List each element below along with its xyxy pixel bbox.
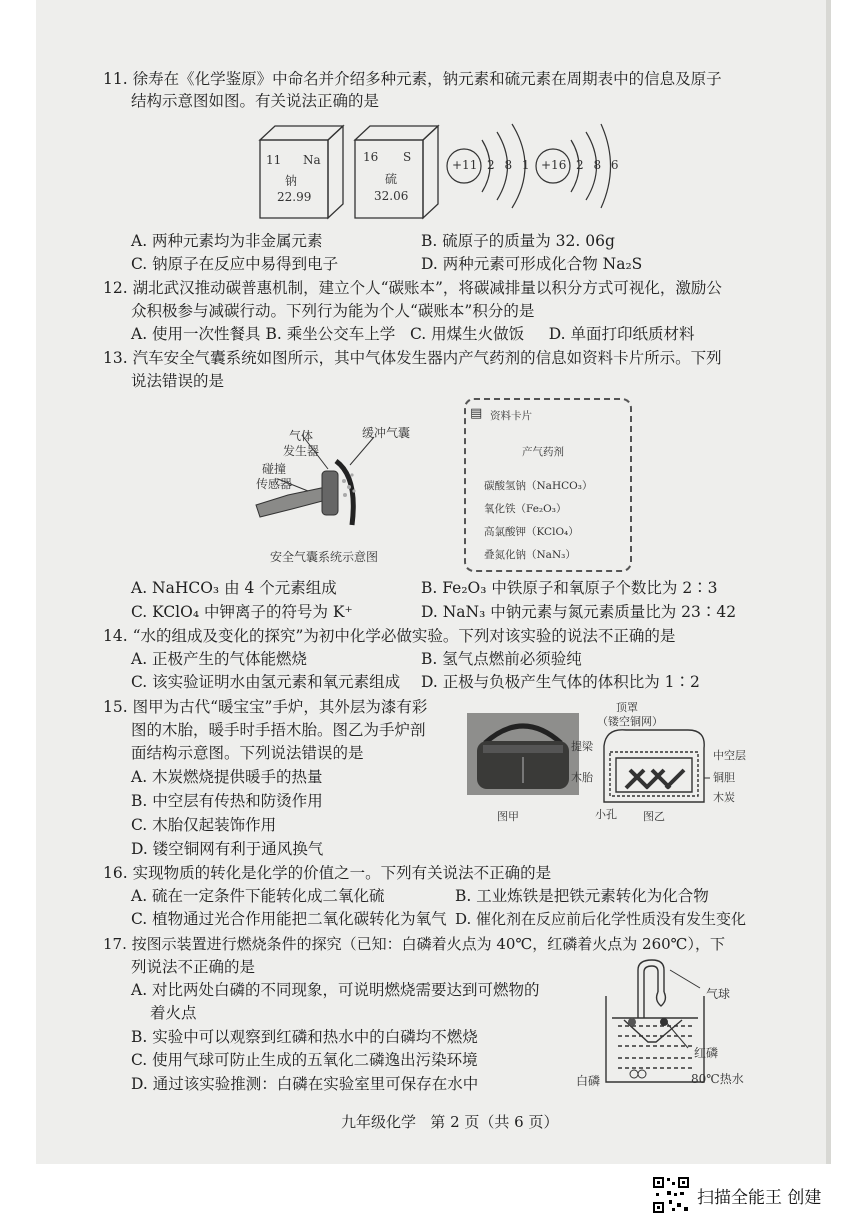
- lbl-top-cover-mesh: （镂空铜网）: [597, 715, 663, 728]
- q15-option-d: D. 镂空铜网有利于通风换气: [131, 840, 324, 858]
- lbl-hollow-layer: 中空层: [713, 749, 746, 762]
- lbl-small-hole: 小孔: [595, 808, 617, 821]
- q15-stem-line2: 图的木胎，暖手时手捂木胎。图乙为手炉剖: [131, 721, 426, 739]
- q11-stem-line1: 11. 徐寿在《化学鉴原》中命名并介绍多种元素，钠元素和硫元素在周期表中的信息及原子: [103, 70, 722, 88]
- lbl-wood-body: 木胎: [571, 771, 593, 784]
- q11-option-a: A. 两种元素均为非金属元素: [131, 232, 323, 250]
- q13-stem-line2: 说法错误的是: [131, 372, 225, 390]
- lbl-charcoal: 木炭: [713, 791, 735, 804]
- q13-option-d: D. NaN₃ 中钠元素与氮元素质量比为 23∶42: [421, 603, 737, 621]
- lbl-red-phosphorus: 红磷: [694, 1046, 719, 1060]
- data-card: [464, 398, 632, 572]
- card-item-2: 氧化铁（Fe₂O₃）: [484, 503, 567, 515]
- q16-option-a: A. 硫在一定条件下能转化成二氧化硫: [131, 887, 385, 905]
- card-item-4: 叠氮化钠（NaN₃）: [484, 549, 576, 561]
- na-mass: 22.99: [277, 190, 312, 204]
- q16-stem: 16. 实现物质的转化是化学的价值之一。下列有关说法不正确的是: [103, 864, 552, 882]
- lbl-top-cover: 顶罩: [616, 701, 638, 714]
- q16-option-b: B. 工业炼铁是把铁元素转化为化合物: [455, 887, 709, 905]
- q14-option-d: D. 正极与负极产生气体的体积比为 1∶2: [421, 673, 700, 691]
- q11-option-c: C. 钠原子在反应中易得到电子: [131, 255, 339, 273]
- q13-stem-line1: 13. 汽车安全气囊系统如图所示，其中气体发生器内产气药剂的信息如资料卡片所示。下列: [103, 349, 722, 367]
- q14-option-b: B. 氢气点燃前必须验纯: [421, 650, 582, 668]
- s-shells: 2 8 6: [576, 158, 619, 172]
- q14-option-c: C. 该实验证明水由氢元素和氧元素组成: [131, 673, 401, 691]
- lbl-copper-liner: 铜胆: [713, 771, 735, 784]
- hand-warmer-section-figure: [596, 722, 714, 814]
- fig-jia-label: 图甲: [497, 810, 519, 823]
- q15-option-a: A. 木炭燃烧提供暖手的热量: [131, 768, 323, 786]
- lbl-hot-water: 80℃热水: [691, 1072, 744, 1086]
- q17-option-a-line2: 着火点: [150, 1004, 197, 1022]
- q17-stem-line1: 17. 按图示装置进行燃烧条件的探究（已知：白磷着火点为 40℃，红磷着火点为 260℃），下: [103, 935, 725, 953]
- card-subtitle: 产气药剂: [522, 446, 564, 458]
- scanner-watermark: 扫描全能王 创建: [697, 1188, 822, 1208]
- q15-stem-line1: 15. 图甲为古代“暖宝宝”手炉，其外层为漆有彩: [103, 698, 428, 716]
- q16-option-d: D. 催化剂在反应前后化学性质没有发生变化: [455, 910, 747, 928]
- element-cards-figure: [255, 122, 445, 222]
- lbl-white-phosphorus: 白磷: [576, 1074, 601, 1088]
- airbag-label-sensor2: 传感器: [256, 477, 293, 491]
- card-item-3: 高氯酸钾（KClO₄）: [484, 526, 579, 538]
- fig-yi-label: 图乙: [643, 810, 665, 823]
- q12-stem-line1: 12. 湖北武汉推动碳普惠机制，建立个人“碳账本”，将碳减排量以积分方式可视化，激励公: [103, 279, 722, 297]
- na-shells: 2 8 1: [487, 158, 530, 172]
- airbag-label-sensor1: 碰撞: [262, 462, 287, 476]
- q15-option-c: C. 木胎仅起装饰作用: [131, 816, 277, 834]
- card-title: 资料卡片: [490, 410, 532, 422]
- hand-warmer-photo: [467, 713, 579, 795]
- note-icon: ▤: [470, 406, 483, 421]
- card-item-1: 碳酸氢钠（NaHCO₃）: [484, 480, 593, 492]
- q14-stem: 14. “水的组成及变化的探究”为初中化学必做实验。下列对该实验的说法不正确的是: [103, 627, 676, 645]
- s-mass: 32.06: [374, 189, 409, 203]
- s-name: 硫: [385, 172, 398, 186]
- na-nucleus: +11: [452, 158, 478, 172]
- airbag-label-gas1: 气体: [289, 429, 314, 443]
- q16-option-c: C. 植物通过光合作用能把二氧化碳转化为氧气: [131, 910, 447, 928]
- page-footer: 九年级化学 第 2 页（共 6 页）: [341, 1113, 559, 1131]
- s-atomic-number: 16: [363, 150, 379, 164]
- s-nucleus: +16: [541, 158, 567, 172]
- qr-code-icon: [652, 1176, 690, 1214]
- airbag-caption: 安全气囊系统示意图: [270, 550, 379, 564]
- q17-option-c: C. 使用气球可防止生成的五氧化二磷逸出污染环境: [131, 1051, 478, 1069]
- q14-option-a: A. 正极产生的气体能燃烧: [131, 650, 308, 668]
- q13-option-b: B. Fe₂O₃ 中铁原子和氧原子个数比为 2∶3: [421, 579, 718, 597]
- q15-option-b: B. 中空层有传热和防烫作用: [131, 792, 323, 810]
- airbag-label-bag: 缓冲气囊: [362, 426, 411, 440]
- q17-option-d: D. 通过该实验推测：白磷在实验室里可保存在水中: [131, 1075, 479, 1093]
- paper-edge: [826, 0, 831, 1164]
- q13-option-c: C. KClO₄ 中钾离子的符号为 K⁺: [131, 603, 353, 621]
- lbl-balloon: 气球: [706, 987, 731, 1001]
- q13-option-a: A. NaHCO₃ 由 4 个元素组成: [131, 579, 337, 597]
- s-symbol: S: [403, 150, 412, 164]
- q11-option-d: D. 两种元素可形成化合物 Na₂S: [421, 255, 643, 273]
- q17-option-b: B. 实验中可以观察到红磷和热水中的白磷均不燃烧: [131, 1028, 478, 1046]
- q15-stem-line3: 面结构示意图。下列说法错误的是: [131, 744, 364, 762]
- q11-stem-line2: 结构示意图如图。有关说法正确的是: [131, 92, 380, 110]
- q12-stem-line2: 众积极参与减碳行动。下列行为能为个人“碳账本”积分的是: [131, 302, 535, 320]
- q12-options: A. 使用一次性餐具 B. 乘坐公交车上学 C. 用煤生火做饭 D. 单面打印纸质材料: [131, 325, 695, 343]
- q17-option-a-line1: A. 对比两处白磷的不同现象，可说明燃烧需要达到可燃物的: [131, 981, 540, 999]
- q11-option-b: B. 硫原子的质量为 32. 06g: [421, 232, 615, 250]
- na-name: 钠: [285, 174, 298, 188]
- lbl-handle: 提梁: [571, 740, 593, 753]
- q17-stem-line2: 列说法不正确的是: [131, 958, 256, 976]
- na-atomic-number: 11: [266, 153, 282, 167]
- na-symbol: Na: [303, 153, 321, 167]
- airbag-label-gas2: 发生器: [283, 444, 320, 458]
